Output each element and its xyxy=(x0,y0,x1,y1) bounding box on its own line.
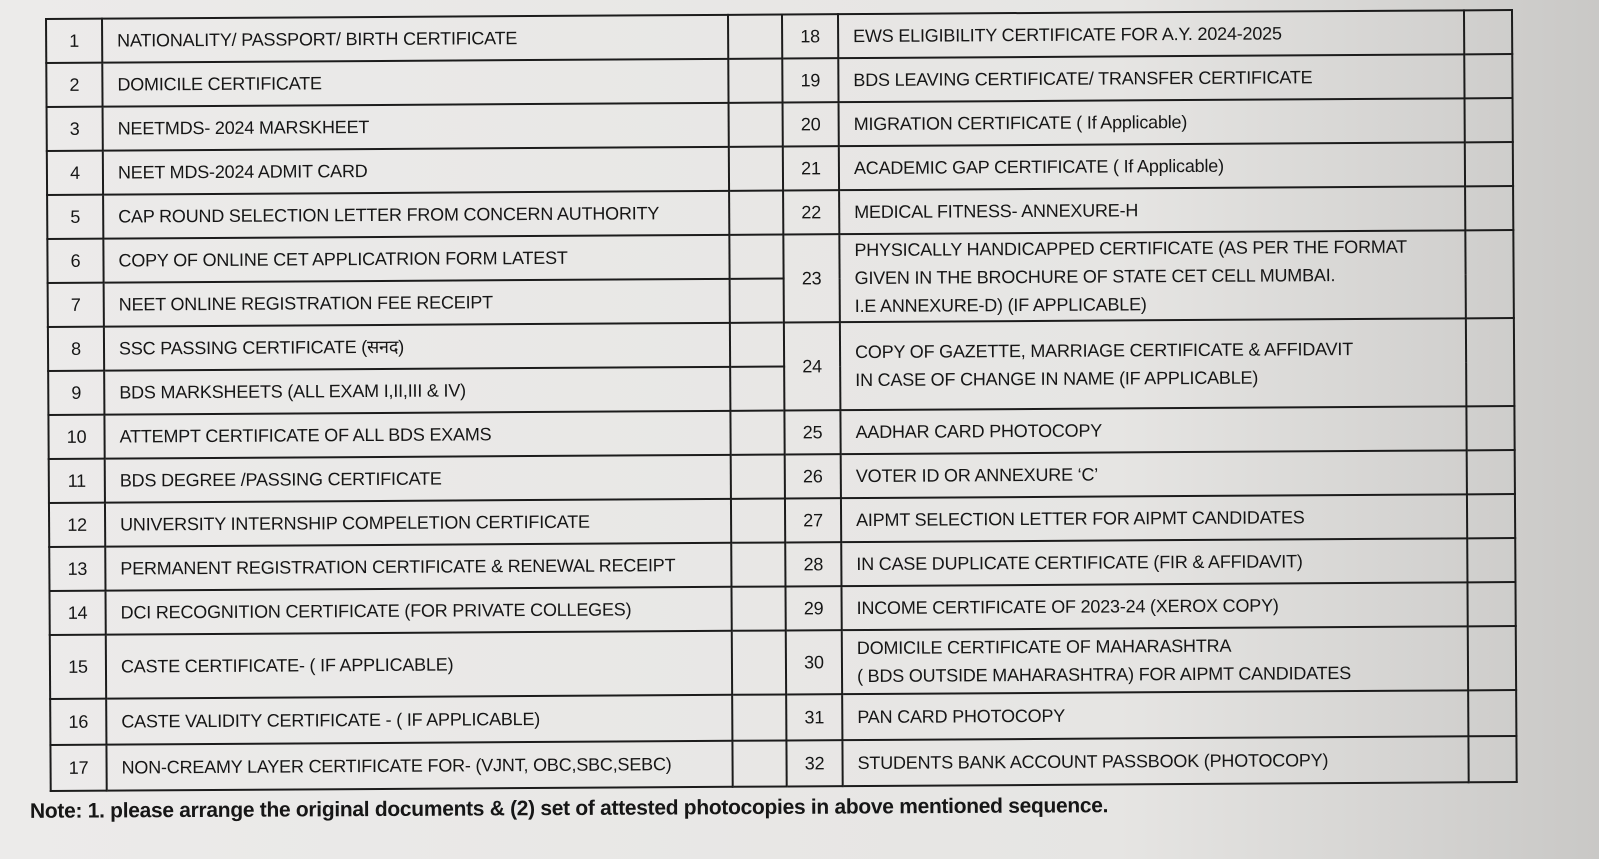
check-cell xyxy=(1466,318,1515,406)
document-name-line: EWS ELIGIBILITY CERTIFICATE FOR A.Y. 2024-2025 xyxy=(853,23,1282,47)
check-cell xyxy=(729,102,783,146)
document-name: CASTE CERTIFICATE- ( IF APPLICABLE) xyxy=(106,631,732,699)
item-number: 3 xyxy=(47,107,103,151)
check-cell xyxy=(1465,230,1514,318)
item-number: 6 xyxy=(47,239,103,283)
check-cell xyxy=(732,694,786,740)
item-number: 30 xyxy=(786,630,842,694)
document-name xyxy=(838,54,1464,102)
check-cell xyxy=(1465,98,1513,142)
document-name-line: GIVEN IN THE BROCHURE OF STATE CET CELL MUMBAI. xyxy=(854,265,1336,289)
document-name: DCI RECOGNITION CERTIFICATE (FOR PRIVATE COLLEGES) xyxy=(105,587,731,635)
item-number: 31 xyxy=(786,694,842,740)
check-cell xyxy=(1466,406,1514,450)
item-number: 14 xyxy=(50,591,106,635)
document-name-line: ACADEMIC GAP CERTIFICATE ( If Applicable) xyxy=(853,155,1224,179)
item-number: 13 xyxy=(49,547,105,591)
document-name xyxy=(842,736,1468,786)
item-number: 2 xyxy=(46,63,102,107)
check-cell xyxy=(1468,690,1516,736)
document-name xyxy=(840,406,1466,454)
check-cell xyxy=(1465,142,1513,186)
document-name: ATTEMPT CERTIFICATE OF ALL BDS EXAMS xyxy=(104,411,730,459)
document-name-line: AADHAR CARD PHOTOCOPY xyxy=(855,420,1103,443)
check-cell xyxy=(728,58,782,102)
item-number: 20 xyxy=(783,102,839,146)
item-number: 21 xyxy=(783,146,839,190)
document-name: BDS DEGREE /PASSING CERTIFICATE xyxy=(105,455,731,503)
item-number: 15 xyxy=(50,635,106,699)
table-row xyxy=(50,626,1516,699)
document-name xyxy=(841,582,1467,630)
document-name-line: PAN CARD PHOTOCOPY xyxy=(857,705,1066,728)
table-row xyxy=(47,230,1513,283)
document-name: DOMICILE CERTIFICATE xyxy=(102,59,728,107)
document-name xyxy=(841,494,1467,542)
item-number: 1 xyxy=(46,19,102,63)
document-name-line: MIGRATION CERTIFICATE ( If Applicable) xyxy=(853,112,1188,135)
check-cell xyxy=(1467,582,1515,626)
document-name-line: VOTER ID OR ANNEXURE ‘C’ xyxy=(855,464,1099,487)
document-name xyxy=(841,450,1467,498)
check-cell xyxy=(1467,538,1515,582)
check-cell xyxy=(1465,186,1513,230)
check-cell xyxy=(729,146,783,190)
document-name-line: MEDICAL FITNESS- ANNEXURE-H xyxy=(854,200,1139,223)
check-cell xyxy=(728,14,782,58)
document-name: CASTE VALIDITY CERTIFICATE - ( IF APPLICABLE) xyxy=(106,695,732,745)
item-number: 24 xyxy=(784,322,841,410)
item-number: 28 xyxy=(785,542,841,586)
item-number: 8 xyxy=(48,327,104,371)
item-number: 16 xyxy=(50,699,106,745)
document-name: SSC PASSING CERTIFICATE (सनद) xyxy=(104,323,730,371)
table-row xyxy=(48,318,1514,371)
table-row xyxy=(50,736,1516,791)
item-number: 10 xyxy=(48,415,104,459)
check-cell xyxy=(730,366,784,410)
document-name-line: DOMICILE CERTIFICATE OF MAHARASHTRA xyxy=(856,635,1232,659)
document-name xyxy=(842,690,1468,740)
document-name: NEETMDS- 2024 MARSKHEET xyxy=(103,103,729,151)
document-name-line: COPY OF GAZETTE, MARRIAGE CERTIFICATE & AFFIDAVIT xyxy=(854,339,1354,363)
check-cell xyxy=(731,454,785,498)
check-cell xyxy=(731,586,785,630)
item-number: 11 xyxy=(49,459,105,503)
document-name-line: INCOME CERTIFICATE OF 2023-24 (XEROX COPY) xyxy=(856,595,1279,619)
item-number: 7 xyxy=(48,283,104,327)
check-cell xyxy=(730,278,784,322)
item-number: 9 xyxy=(48,371,104,415)
document-name xyxy=(839,142,1465,190)
check-cell xyxy=(1467,450,1515,494)
check-cell xyxy=(1464,10,1512,54)
item-number: 12 xyxy=(49,503,105,547)
item-number: 27 xyxy=(785,498,841,542)
document-name: UNIVERSITY INTERNSHIP COMPELETION CERTIFICATE xyxy=(105,499,731,547)
document-name-line: I.E ANNEXURE-D) (IF APPLICABLE) xyxy=(854,294,1147,317)
document-name-line: ( BDS OUTSIDE MAHARASHTRA) FOR AIPMT CANDIDATES xyxy=(856,663,1352,687)
document-name xyxy=(841,538,1467,586)
document-name-line: BDS LEAVING CERTIFICATE/ TRANSFER CERTIFICATE xyxy=(853,67,1313,91)
document-name-line: IN CASE DUPLICATE CERTIFICATE (FIR & AFFIDAVIT) xyxy=(856,551,1303,575)
check-cell xyxy=(1468,736,1516,782)
item-number: 5 xyxy=(47,195,103,239)
check-cell xyxy=(730,322,784,366)
document-name-line: PHYSICALLY HANDICAPPED CERTIFICATE (AS PER THE FORMAT xyxy=(854,236,1407,261)
check-cell xyxy=(729,234,783,278)
item-number: 19 xyxy=(782,58,838,102)
item-number: 4 xyxy=(47,151,103,195)
document-name: NEET MDS-2024 ADMIT CARD xyxy=(103,147,729,195)
check-cell xyxy=(732,630,786,694)
document-name: PERMANENT REGISTRATION CERTIFICATE & RENEWAL RECEIPT xyxy=(105,543,731,591)
item-number: 23 xyxy=(783,234,840,322)
check-cell xyxy=(731,498,785,542)
document-name xyxy=(839,98,1465,146)
document-name xyxy=(839,230,1466,322)
item-number: 25 xyxy=(784,410,840,454)
check-cell xyxy=(729,190,783,234)
item-number: 32 xyxy=(786,740,842,786)
item-number: 22 xyxy=(783,190,839,234)
item-number: 17 xyxy=(50,745,106,791)
check-cell xyxy=(730,410,784,454)
note-text: Note: 1. please arrange the original documents & (2) set of attested photocopies in above mentioned sequence. xyxy=(29,794,1109,823)
document-name xyxy=(842,626,1468,694)
document-name: NON-CREAMY LAYER CERTIFICATE FOR- (VJNT, OBC,SBC,SEBC) xyxy=(106,741,732,791)
check-cell xyxy=(731,542,785,586)
document-name-line: STUDENTS BANK ACCOUNT PASSBOOK (PHOTOCOPY) xyxy=(857,750,1329,774)
item-number: 29 xyxy=(785,586,841,630)
document-name-line: IN CASE OF CHANGE IN NAME (IF APPLICABLE) xyxy=(855,367,1259,391)
check-cell xyxy=(1467,494,1515,538)
document-name: BDS MARKSHEETS (ALL EXAM I,II,III & IV) xyxy=(104,367,730,415)
document-name: NATIONALITY/ PASSPORT/ BIRTH CERTIFICATE xyxy=(102,15,728,63)
check-cell xyxy=(732,740,786,786)
document-name xyxy=(838,10,1464,58)
document-name: CAP ROUND SELECTION LETTER FROM CONCERN AUTHORITY xyxy=(103,191,729,239)
document-name xyxy=(839,186,1465,234)
document-name: COPY OF ONLINE CET APPLICATRION FORM LATEST xyxy=(103,235,729,283)
check-cell xyxy=(1468,626,1516,690)
check-cell xyxy=(1464,54,1512,98)
item-number: 26 xyxy=(785,454,841,498)
documents-checklist-table xyxy=(45,9,1518,792)
item-number: 18 xyxy=(782,14,838,58)
document-name-line: AIPMT SELECTION LETTER FOR AIPMT CANDIDATES xyxy=(856,507,1305,531)
document-name: NEET ONLINE REGISTRATION FEE RECEIPT xyxy=(104,279,730,327)
document-name xyxy=(840,318,1467,410)
